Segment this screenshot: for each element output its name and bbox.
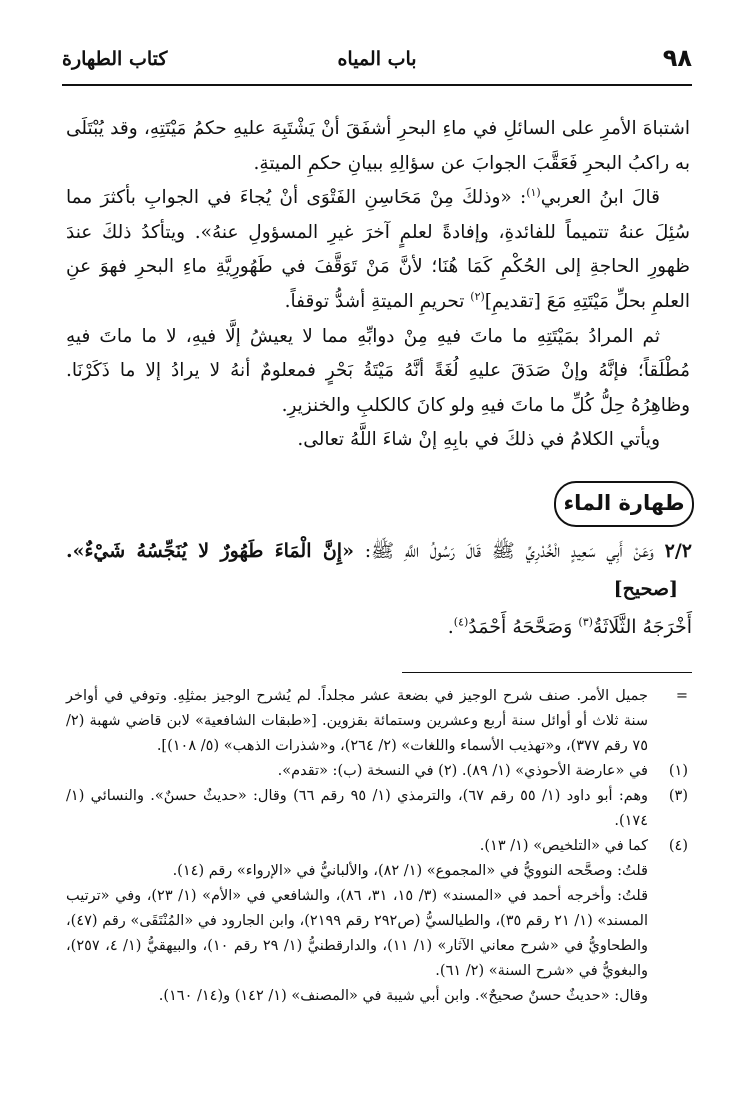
footnote-ref-3: (٣) (578, 615, 593, 629)
footnote-text: جميل الأمر. صنف شرح الوجيز في بضعة عشر مجلداً. لم يُشرح الوجيز بمثلِهِ. وتوفي في أواخر سنة ثلاث أو أوائل سنة أربع وعشرين وستمائة بقزوين. [«طبقات الشافعية» لابن قاضي شهبة (٢/ ٧٥ رقم ٣٧٧)، و«تهذيب الأسماء واللغات» (٢/ ٢٦٤)، و«شذرات الذهب» (٥/ ١٠٨)]. (66, 688, 648, 754)
hadith-block (66, 532, 692, 646)
footnote-text: في «عارضة الأحوذي» (١/ ٨٩). (٢) في النسخة (ب): «تقدم». (277, 763, 648, 779)
footnote-text: وقال: «حديثٌ حسنٌ صحيحٌ». وابن أبي شيبة في «المصنف» (١/ ١٤٢) و(١٤/ ١٦٠). (158, 988, 648, 1004)
hadith-number: ٢/٢ (664, 540, 692, 562)
footnote-ref-1: (١) (526, 186, 541, 200)
hadith-line (66, 532, 692, 608)
footnote (66, 859, 692, 884)
footnote (66, 884, 692, 984)
footnote-marker: (٣) (668, 788, 688, 804)
takhrij-part-a: أَخْرَجَهُ الثَّلَاثَةُ (592, 616, 692, 638)
footnote (66, 759, 692, 784)
commentary-text (66, 112, 690, 458)
footnote-text: قلتُ: وأخرجه أحمد في «المسند» (٣/ ١٥، ٣١، ٨٦)، والشافعي في «الأم» (١/ ٢٣)، وفي «ترتيب المسند» (١/ ٢١ رقم ٣٥)، والطيالسيُّ (ص٢٩٢ رقم ٢١٩٩)، وابن الجارود في «المُنْتَقَى» رقم (٤٧)، والطحاويُّ في «شرح معاني الآثار» (١/ ١١)، والدارقطنيُّ (١/ ٢٩ رقم ١٠)، والبيهقيُّ (١/ ٤، ٢٥٧)، والبغويُّ في «شرح السنة» (٢/ ٦١). (66, 888, 649, 979)
takhrij-end: . (447, 616, 454, 638)
hadith-intro: وَعَنْ أَبِي سَعِيدٍ الْخُدْرِيِّ ﷺ قَالَ رَسُولُ اللَّهِ ﷺ: (364, 540, 654, 562)
footnote-marker: (١) (668, 763, 688, 779)
paragraph-2-part-a: قالَ ابنُ العربي (540, 187, 660, 209)
paragraph-4: ويأتي الكلامُ في ذلكَ في بابِهِ إنْ شاءَ اللَّهُ تعالى. (297, 429, 660, 451)
hadith-text: «إِنَّ الْمَاءَ طَهُورٌ لا يُنَجِّسُهُ شَيْءٌ». (66, 540, 354, 562)
footnote (66, 684, 692, 759)
page-header (62, 44, 692, 80)
hadith-takhrij (66, 608, 692, 646)
header-divider (62, 84, 692, 86)
footnote-ref-4: (٤) (453, 615, 469, 629)
footnote-text: قلتُ: وصحَّحه النوويُّ في «المجموع» (١/ ٨٢)، والألبانيُّ في «الإرواء» رقم (١٤). (172, 863, 648, 879)
paragraph-3: ثم المرادُ بمَيْتَتِهِ ما ماتَ فيهِ مِنْ دوابِّهِ مما لا يعيشُ إلَّا فيهِ، لا ما ماتَ فيهِ مُطْلَقاً؛ فإنَّهُ وإنْ صَدَقَ عليهِ لُغَةً أنَّهُ مَيْتَةُ بَحْرٍ فمعلومٌ أنهُ لا يرادُ إلا ما ذَكَرْنَا. وظاهِرُهُ حِلُّ كُلِّ ما ماتَ فيهِ ولو كانَ كالكلبِ والخنزيرِ. (66, 325, 690, 416)
paragraph-2 (66, 181, 690, 319)
footnote-marker: = (675, 688, 688, 704)
footnotes (66, 684, 692, 1009)
page-number: ٩٨ (662, 44, 692, 72)
footnote-text: وهم: أبو داود (١/ ٥٥ رقم ٦٧)، والترمذي (١/ ٩٥ رقم ٦٦) وقال: «حديثٌ حسنٌ». والنسائي (١/ ١٧٤). (66, 788, 648, 829)
footnote-divider (402, 672, 692, 673)
chapter-title: باب المياه (337, 48, 417, 70)
paragraph-2-part-c: تحريمِ الميتةِ أشدُّ توقفاً. (284, 290, 471, 312)
book-title: كتاب الطهارة (62, 48, 168, 70)
footnote-marker: (٤) (668, 838, 688, 854)
footnote (66, 984, 692, 1009)
footnote-text: كما في «التلخيص» (١/ ١٣). (479, 838, 648, 854)
footnote (66, 834, 692, 859)
footnote (66, 784, 692, 834)
paragraph-2-part-b: : «وذلكَ مِنْ مَحَاسِنِ الفَتْوَى أنْ يُجاءَ في الجوابِ بأكثرَ مما سُئِلَ عنهُ تتميماً للفائدةِ، وإفادةً لعلمٍ آخرَ غيرِ المسؤولِ عنهُ». ويتأكدُ ذلكَ عندَ ظهورِ الحاجةِ إلى الحُكْمِ كَمَا هُنَا؛ لأنَّ مَنْ تَوَقَّفَ في طَهُورِيَّةِ ماءِ البحرِ فهوَ عنِ العلمِ بحلِّ مَيْتَتِهِ مَعَ [تقديمِ] (66, 187, 690, 312)
paragraph-1: اشتباهَ الأمرِ على السائلِ في ماءِ البحرِ أشفَقَ أنْ يَشْتَبِهَ عليهِ حكمُ مَيْتَتِهِ، وقد يُبْتَلَى به راكبُ البحرِ فَعَقَّبَ الجوابَ عن سؤالِهِ ببيانِ حكمِ الميتةِ. (66, 118, 690, 174)
footnote-ref-2: (٢) (470, 289, 485, 303)
hadith-grade: [صحيح] (613, 578, 678, 600)
section-heading: طهارة الماء (554, 481, 694, 527)
takhrij-part-b: وَصَحَّحَهُ أَحْمَدُ (468, 616, 579, 638)
